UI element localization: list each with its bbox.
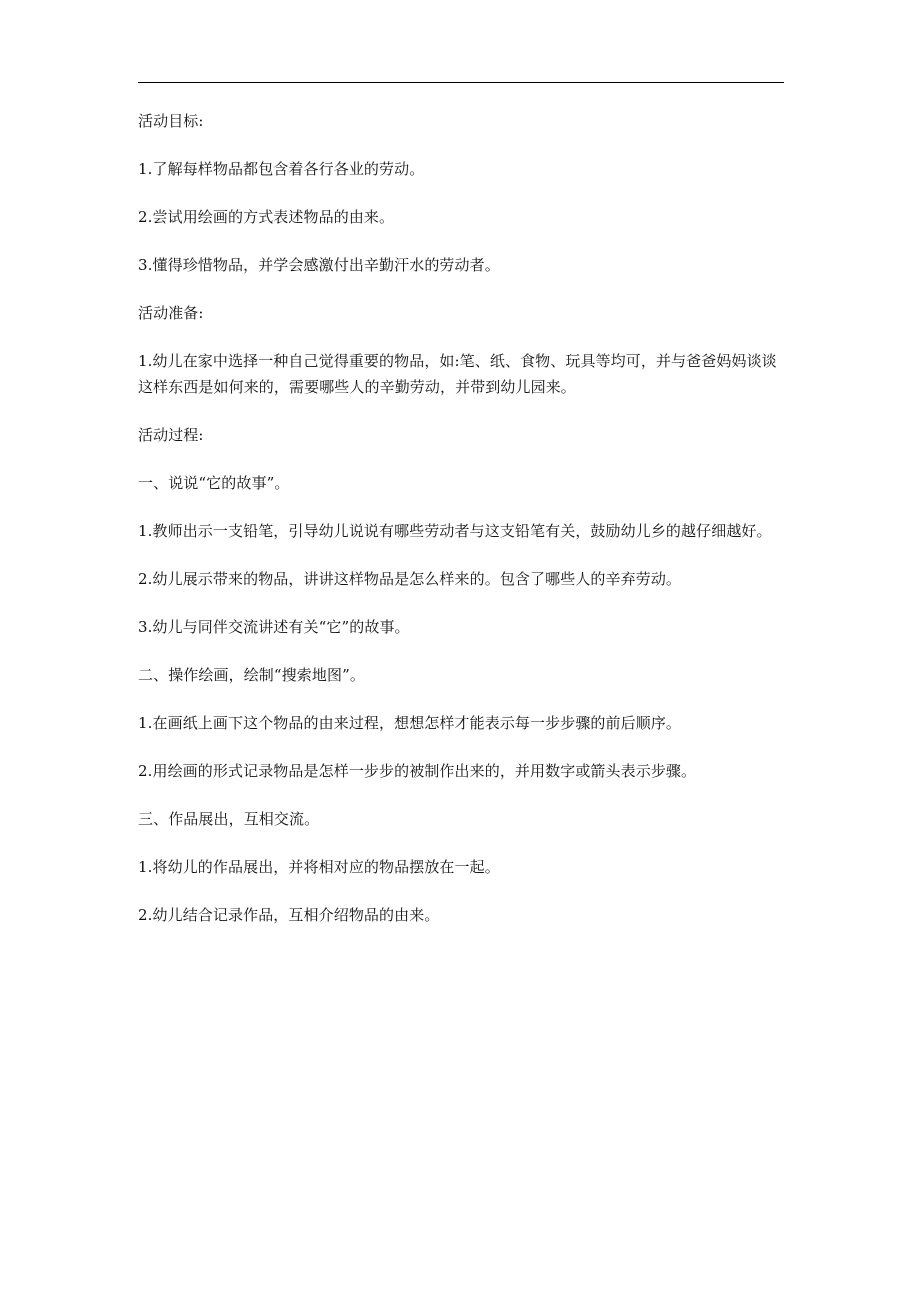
section-heading-process: 活动过程: — [138, 426, 204, 444]
header-divider — [138, 82, 784, 83]
process-step-1-item-3: 3.幼儿与同伴交流讲述有关“它”的故事。 — [138, 618, 410, 636]
section-heading-preparation: 活动准备: — [138, 304, 204, 322]
process-step-1-item-1: 1.教师出示一支铅笔，引导幼儿说说有哪些劳动者与这支铅笔有关，鼓励幼儿乡的越仔细越好。 — [138, 522, 772, 540]
document-body — [138, 108, 786, 950]
process-step-2-item-2: 2.用绘画的形式记录物品是怎样一步步的被制作出来的，并用数字或箭头表示步骤。 — [138, 762, 697, 780]
process-step-3-item-2: 2.幼儿结合记录作品，互相介绍物品的由来。 — [138, 906, 440, 924]
goal-item-3: 3.懂得珍惜物品，并学会感激付出辛勤汗水的劳动者。 — [138, 256, 500, 274]
process-step-1-heading: 一、说说“它的故事”。 — [138, 474, 290, 492]
process-step-1-item-2: 2.幼儿展示带来的物品，讲讲这样物品是怎么样来的。包含了哪些人的辛弃劳动。 — [138, 570, 682, 588]
process-step-3-heading: 三、作品展出，互相交流。 — [138, 810, 320, 828]
process-step-2-heading: 二、操作绘画，绘制“搜索地图”。 — [138, 666, 365, 684]
process-step-3-item-1: 1.将幼儿的作品展出，并将相对应的物品摆放在一起。 — [138, 858, 500, 876]
section-heading-goals: 活动目标: — [138, 112, 204, 130]
process-step-2-item-1: 1.在画纸上画下这个物品的由来过程，想想怎样才能表示每一步步骤的前后顺序。 — [138, 714, 682, 732]
goal-item-1: 1.了解每样物品都包含着各行各业的劳动。 — [138, 160, 425, 178]
preparation-item-1: 1.幼儿在家中选择一种自己觉得重要的物品，如:笔、纸、食物、玩具等均可，并与爸爸妈妈谈谈这样东西是如何来的，需要哪些人的辛勤劳动，并带到幼儿园来。 — [138, 352, 777, 396]
goal-item-2: 2.尝试用绘画的方式表述物品的由来。 — [138, 208, 395, 226]
